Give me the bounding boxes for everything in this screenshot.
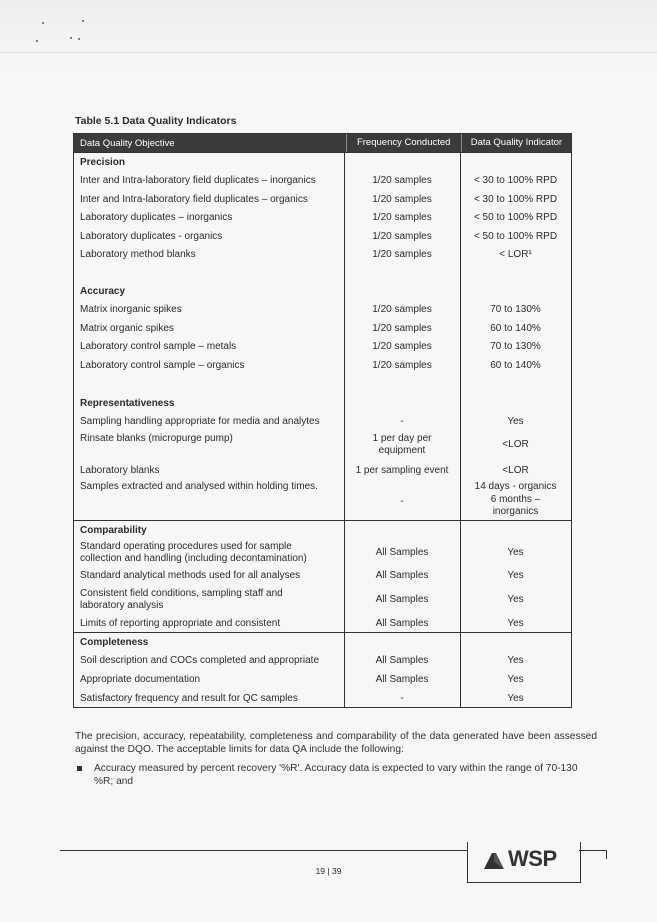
cell-frequency: All Samples	[375, 617, 429, 629]
scan-speck	[42, 22, 44, 24]
table-row	[74, 227, 571, 245]
cell-frequency: 1/20 samples	[372, 304, 432, 315]
scan-speck	[78, 38, 80, 40]
cell-objective: Laboratory control sample – organics	[80, 359, 245, 371]
table-row	[74, 614, 571, 632]
cell-frequency: 1/20 samples	[372, 175, 432, 186]
cell-indicator: Yes	[507, 570, 524, 581]
cell-objective: Rinsate blanks (micropurge pump)	[80, 433, 233, 444]
cell-indicator: Yes	[507, 593, 524, 605]
cell-frequency: -	[400, 692, 404, 704]
page-number: 19 | 39	[315, 866, 342, 876]
cell-objective: Appropriate documentation	[80, 674, 201, 685]
cell-indicator: 60 to 140%	[490, 359, 541, 371]
scan-header-area	[0, 0, 657, 70]
data-quality-table	[73, 133, 572, 708]
cell-frequency: -	[400, 416, 404, 427]
cell-objective: Standard analytical methods used for all analyses	[80, 570, 301, 581]
section-precision-accuracy-representativeness	[74, 152, 571, 520]
cell-indicator: Yes	[507, 655, 524, 666]
cell-frequency: All Samples	[375, 546, 429, 558]
table-row	[74, 566, 571, 585]
scan-line	[0, 52, 657, 53]
body-paragraph: The precision, accuracy, repeatability, completeness and comparability of the data generated have been assessed against the DQO. The acceptable limits for data QA include the following:	[75, 731, 597, 755]
table-row	[74, 461, 571, 479]
table-row	[74, 493, 571, 520]
cell-objective: Laboratory blanks	[80, 464, 160, 476]
table-row	[74, 651, 571, 670]
cell-frequency: All Samples	[375, 593, 429, 605]
table-row	[74, 479, 571, 493]
table-row	[74, 245, 571, 264]
table-row	[74, 208, 571, 227]
table-row	[74, 689, 571, 707]
cell-frequency: 1/20 samples	[372, 212, 432, 223]
section-title-comparability: Comparability	[80, 525, 147, 536]
cell-indicator: < LOR¹	[499, 249, 532, 260]
table-row	[74, 171, 571, 190]
section-comparability	[74, 520, 571, 632]
bullet-marker	[77, 766, 82, 771]
section-title-completeness: Completeness	[80, 637, 149, 648]
cell-frequency: 1/20 samples	[372, 359, 432, 371]
cell-frequency: -	[400, 496, 404, 507]
section-title-precision: Precision	[80, 157, 126, 168]
table-row	[74, 319, 571, 337]
cell-frequency: All Samples	[375, 655, 429, 666]
scan-speck	[82, 20, 84, 22]
logo-frame-rule	[579, 850, 607, 851]
section-title-representativeness: Representativeness	[80, 398, 175, 409]
scan-speck	[36, 40, 38, 42]
cell-frequency: All Samples	[375, 674, 429, 685]
table-row	[74, 190, 571, 208]
table-row	[74, 356, 571, 374]
cell-indicator: Yes	[507, 674, 524, 685]
cell-objective: Inter and Intra-laboratory field duplicates – inorganics	[80, 175, 316, 186]
cell-objective: Soil description and COCs completed and appropriate	[80, 655, 320, 666]
cell-frequency: 1/20 samples	[372, 230, 432, 242]
cell-indicator: Yes	[507, 546, 524, 558]
cell-indicator: <LOR	[502, 464, 529, 476]
cell-frequency: 1/20 samples	[372, 193, 432, 205]
header-indicator: Data Quality Indicator	[461, 134, 571, 152]
cell-objective: Inter and Intra-laboratory field duplicates – organics	[80, 193, 308, 205]
logo-frame-tick	[606, 850, 607, 859]
cell-objective: Consistent field conditions, sampling staff and laboratory analysis	[80, 587, 283, 611]
cell-frequency: 1/20 samples	[372, 249, 432, 260]
cell-objective: Standard operating procedures used for sample collection and handling (including decontamination)	[80, 540, 307, 564]
table-row	[74, 431, 571, 461]
table-row	[74, 412, 571, 431]
cell-indicator: 70 to 130%	[490, 304, 541, 315]
cell-frequency: All Samples	[375, 570, 429, 581]
table-header-row	[74, 134, 571, 152]
cell-objective: Sampling handling appropriate for media and analytes	[80, 416, 320, 427]
cell-indicator: 60 to 140%	[490, 322, 541, 334]
cell-indicator: < 50 to 100% RPD	[473, 230, 558, 242]
table-row	[74, 539, 571, 566]
table-row	[74, 300, 571, 319]
cell-indicator: 6 months – inorganics	[490, 494, 541, 517]
cell-indicator: <LOR	[502, 439, 529, 450]
cell-frequency: 1/20 samples	[372, 341, 432, 352]
cell-indicator: < 30 to 100% RPD	[473, 193, 558, 205]
header-frequency: Frequency Conducted	[346, 134, 461, 152]
cell-objective: Laboratory duplicates - organics	[80, 230, 223, 242]
bullet-text: Accuracy measured by percent recovery '%R'. Accuracy data is expected to vary within the range of 70-130 %R; and	[94, 763, 578, 787]
cell-objective: Laboratory duplicates – inorganics	[80, 212, 233, 223]
table-row	[74, 337, 571, 356]
cell-indicator: < 30 to 100% RPD	[473, 175, 558, 186]
wsp-logo-icon	[482, 849, 506, 871]
cell-indicator: 14 days - organics	[474, 480, 557, 492]
table-row	[74, 585, 571, 614]
cell-indicator: Yes	[507, 416, 524, 427]
cell-objective: Matrix organic spikes	[80, 322, 174, 334]
header-objective: Data Quality Objective	[80, 137, 175, 149]
cell-indicator: 70 to 130%	[490, 341, 541, 352]
footer-rule	[60, 850, 468, 851]
cell-objective: Satisfactory frequency and result for QC samples	[80, 692, 298, 704]
cell-indicator: Yes	[507, 617, 524, 629]
cell-indicator: Yes	[507, 692, 524, 704]
cell-frequency: 1 per sampling event	[355, 464, 449, 476]
cell-objective: Samples extracted and analysed within holding times.	[80, 480, 318, 492]
cell-objective: Laboratory method blanks	[80, 249, 196, 260]
scan-speck	[70, 37, 72, 39]
cell-objective: Laboratory control sample – metals	[80, 341, 237, 352]
cell-indicator: < 50 to 100% RPD	[473, 212, 558, 223]
cell-objective: Matrix inorganic spikes	[80, 304, 182, 315]
table-caption: Table 5.1 Data Quality Indicators	[75, 115, 237, 127]
cell-frequency: 1/20 samples	[372, 322, 432, 334]
cell-objective: Limits of reporting appropriate and consistent	[80, 617, 281, 629]
wsp-logo-text: WSP	[508, 846, 557, 871]
table-row	[74, 670, 571, 689]
section-title-accuracy: Accuracy	[80, 286, 126, 297]
cell-frequency: 1 per day per equipment	[372, 433, 432, 456]
section-completeness	[74, 632, 571, 707]
